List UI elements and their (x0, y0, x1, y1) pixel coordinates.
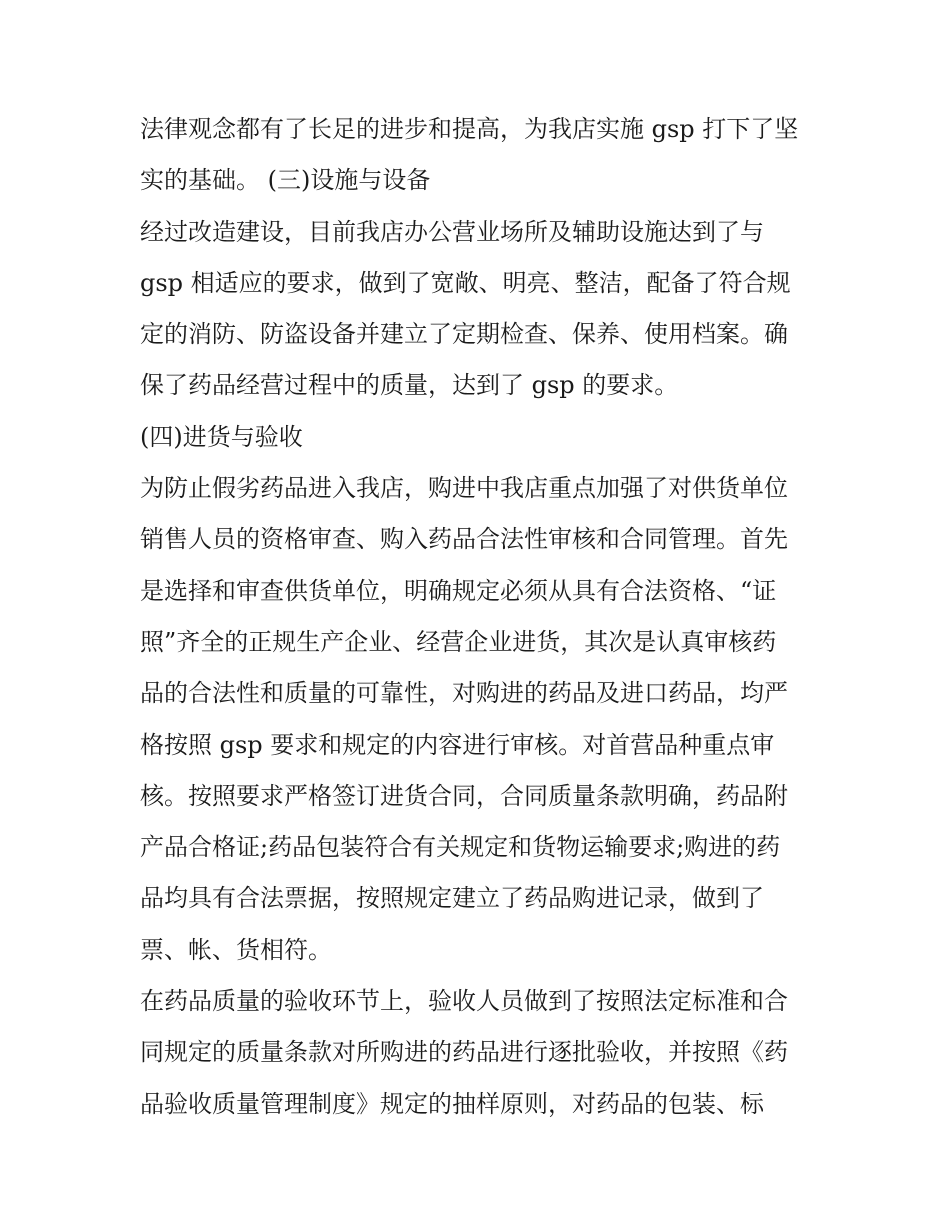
text-line: 同规定的质量条款对所购进的药品进行逐批验收，并按照《药 (140, 1038, 788, 1067)
document-body (140, 104, 812, 1130)
text-line: 销售人员的资格审查、购入药品合法性审核和合同管理。首先 (140, 525, 788, 554)
text-line: 格按照 gsp 要求和规定的内容进行审核。对首营品种重点审 (140, 730, 775, 759)
text-line: 法律观念都有了长足的进步和提高，为我店实施 gsp 打下了坚 (140, 115, 799, 143)
text-line: 票、帐、货相符。 (140, 935, 332, 964)
text-line: 品均具有合法票据，按照规定建立了药品购进记录，做到了 (140, 884, 764, 913)
text-line: 经过改造建设，目前我店办公营业场所及辅助设施达到了与 (140, 217, 764, 246)
text-line: gsp 相适应的要求，做到了宽敞、明亮、整洁，配备了符合规 (140, 268, 791, 297)
section-heading: (四)进货与验收 (140, 422, 303, 451)
text-line: 产品合格证;药品包装符合有关规定和货物运输要求;购进的药 (140, 833, 781, 862)
text-line: 品验收质量管理制度》规定的抽样原则，对药品的包装、标 (140, 1089, 764, 1118)
text-line: 照”齐全的正规生产企业、经营企业进货，其次是认真审核药 (140, 627, 777, 656)
text-line: 实的基础。 (三)设施与设备 (140, 166, 431, 195)
text-line: 品的合法性和质量的可靠性，对购进的药品及进口药品，均严 (140, 679, 788, 708)
text-line: 定的消防、防盗设备并建立了定期检查、保养、使用档案。确 (140, 320, 788, 349)
text-line: 在药品质量的验收环节上，验收人员做到了按照法定标准和合 (140, 987, 788, 1016)
text-line: 是选择和审查供货单位，明确规定必须从具有合法资格、“证 (140, 576, 777, 605)
text-line: 核。按照要求严格签订进货合同，合同质量条款明确，药品附 (140, 781, 788, 810)
text-line: 保了药品经营过程中的质量，达到了 gsp 的要求。 (140, 371, 679, 400)
text-line: 为防止假劣药品进入我店，购进中我店重点加强了对供货单位 (140, 474, 788, 503)
